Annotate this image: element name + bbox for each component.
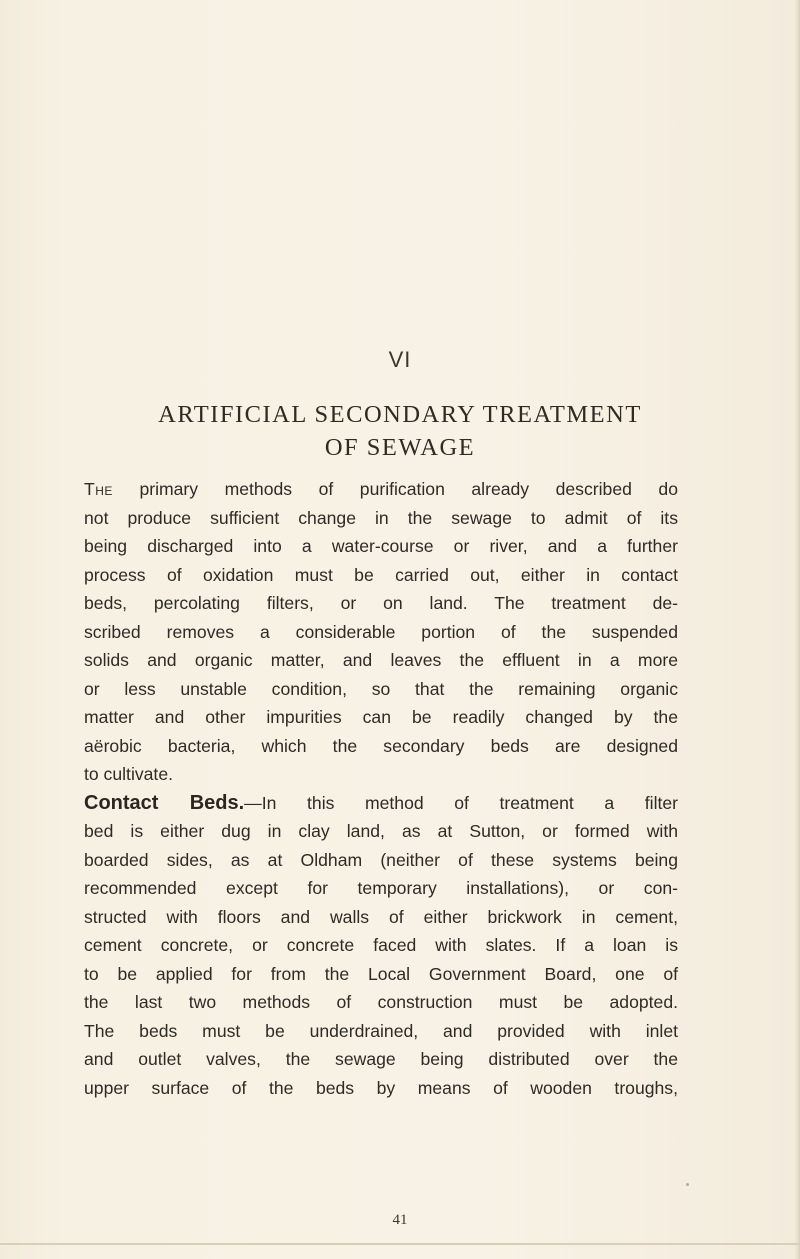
page-bottom-edge (0, 1243, 800, 1245)
text-line: to be applied for from the Local Government Board, one of (84, 963, 678, 984)
text-line: being discharged into a water-course or river, and a further (84, 536, 678, 556)
text-line-content: primary methods of purification already described do (112, 479, 678, 499)
text-line: and outlet valves, the sewage being distributed over the (84, 1049, 678, 1069)
text-line: matter and other impurities can be readily changed by the (84, 707, 678, 727)
text-line: the last two methods of construction must be adopted. (84, 992, 678, 1012)
text-line: to cultivate. (84, 764, 173, 784)
text-line: boarded sides, as at Oldham (neither of these systems being (84, 849, 678, 870)
text-line: upper surface of the beds by means of wooden troughs, (84, 1077, 678, 1098)
text-line: process of oxidation must be carried out, either in contact (84, 564, 678, 585)
chapter-title (0, 398, 800, 464)
page-number: 41 (392, 1212, 408, 1228)
text-line (84, 789, 678, 818)
chapter-title-line-2: OF SEWAGE (324, 434, 476, 461)
text-line: scribed removes a considerable portion of the suspended (84, 621, 678, 642)
chapter-number: VI (388, 347, 412, 372)
paper-speck (686, 1183, 689, 1186)
section-heading-contact-beds: Contact Beds. (84, 791, 245, 814)
text-line: not produce sufficient change in the sewage to admit of its (84, 507, 678, 528)
text-line (84, 475, 678, 504)
text-line: bed is either dug in clay land, as at Sutton, or formed with (84, 821, 678, 841)
text-line: cement concrete, or concrete faced with slates. If a loan is (84, 935, 678, 955)
text-line: solids and organic matter, and leaves the effluent in a more (84, 650, 678, 670)
text-line-content: —In this method of treatment a filter (244, 792, 679, 813)
text-line: beds, percolating filters, or on land. The treatment de- (84, 593, 678, 613)
text-line: structed with floors and walls of either brickwork in cement, (84, 906, 678, 927)
chapter-title-line-1: ARTIFICIAL SECONDARY TREATMENT (158, 401, 642, 428)
body-text (84, 475, 678, 1102)
text-line: The beds must be underdrained, and provided with inlet (84, 1020, 678, 1041)
page-edge-shadow (794, 0, 800, 1259)
paragraph-lead-word: The (84, 479, 113, 499)
text-line: aërobic bacteria, which the secondary beds are designed (84, 735, 678, 756)
text-line: recommended except for temporary installations), or con- (84, 878, 678, 898)
text-line: or less unstable condition, so that the remaining organic (84, 678, 678, 699)
